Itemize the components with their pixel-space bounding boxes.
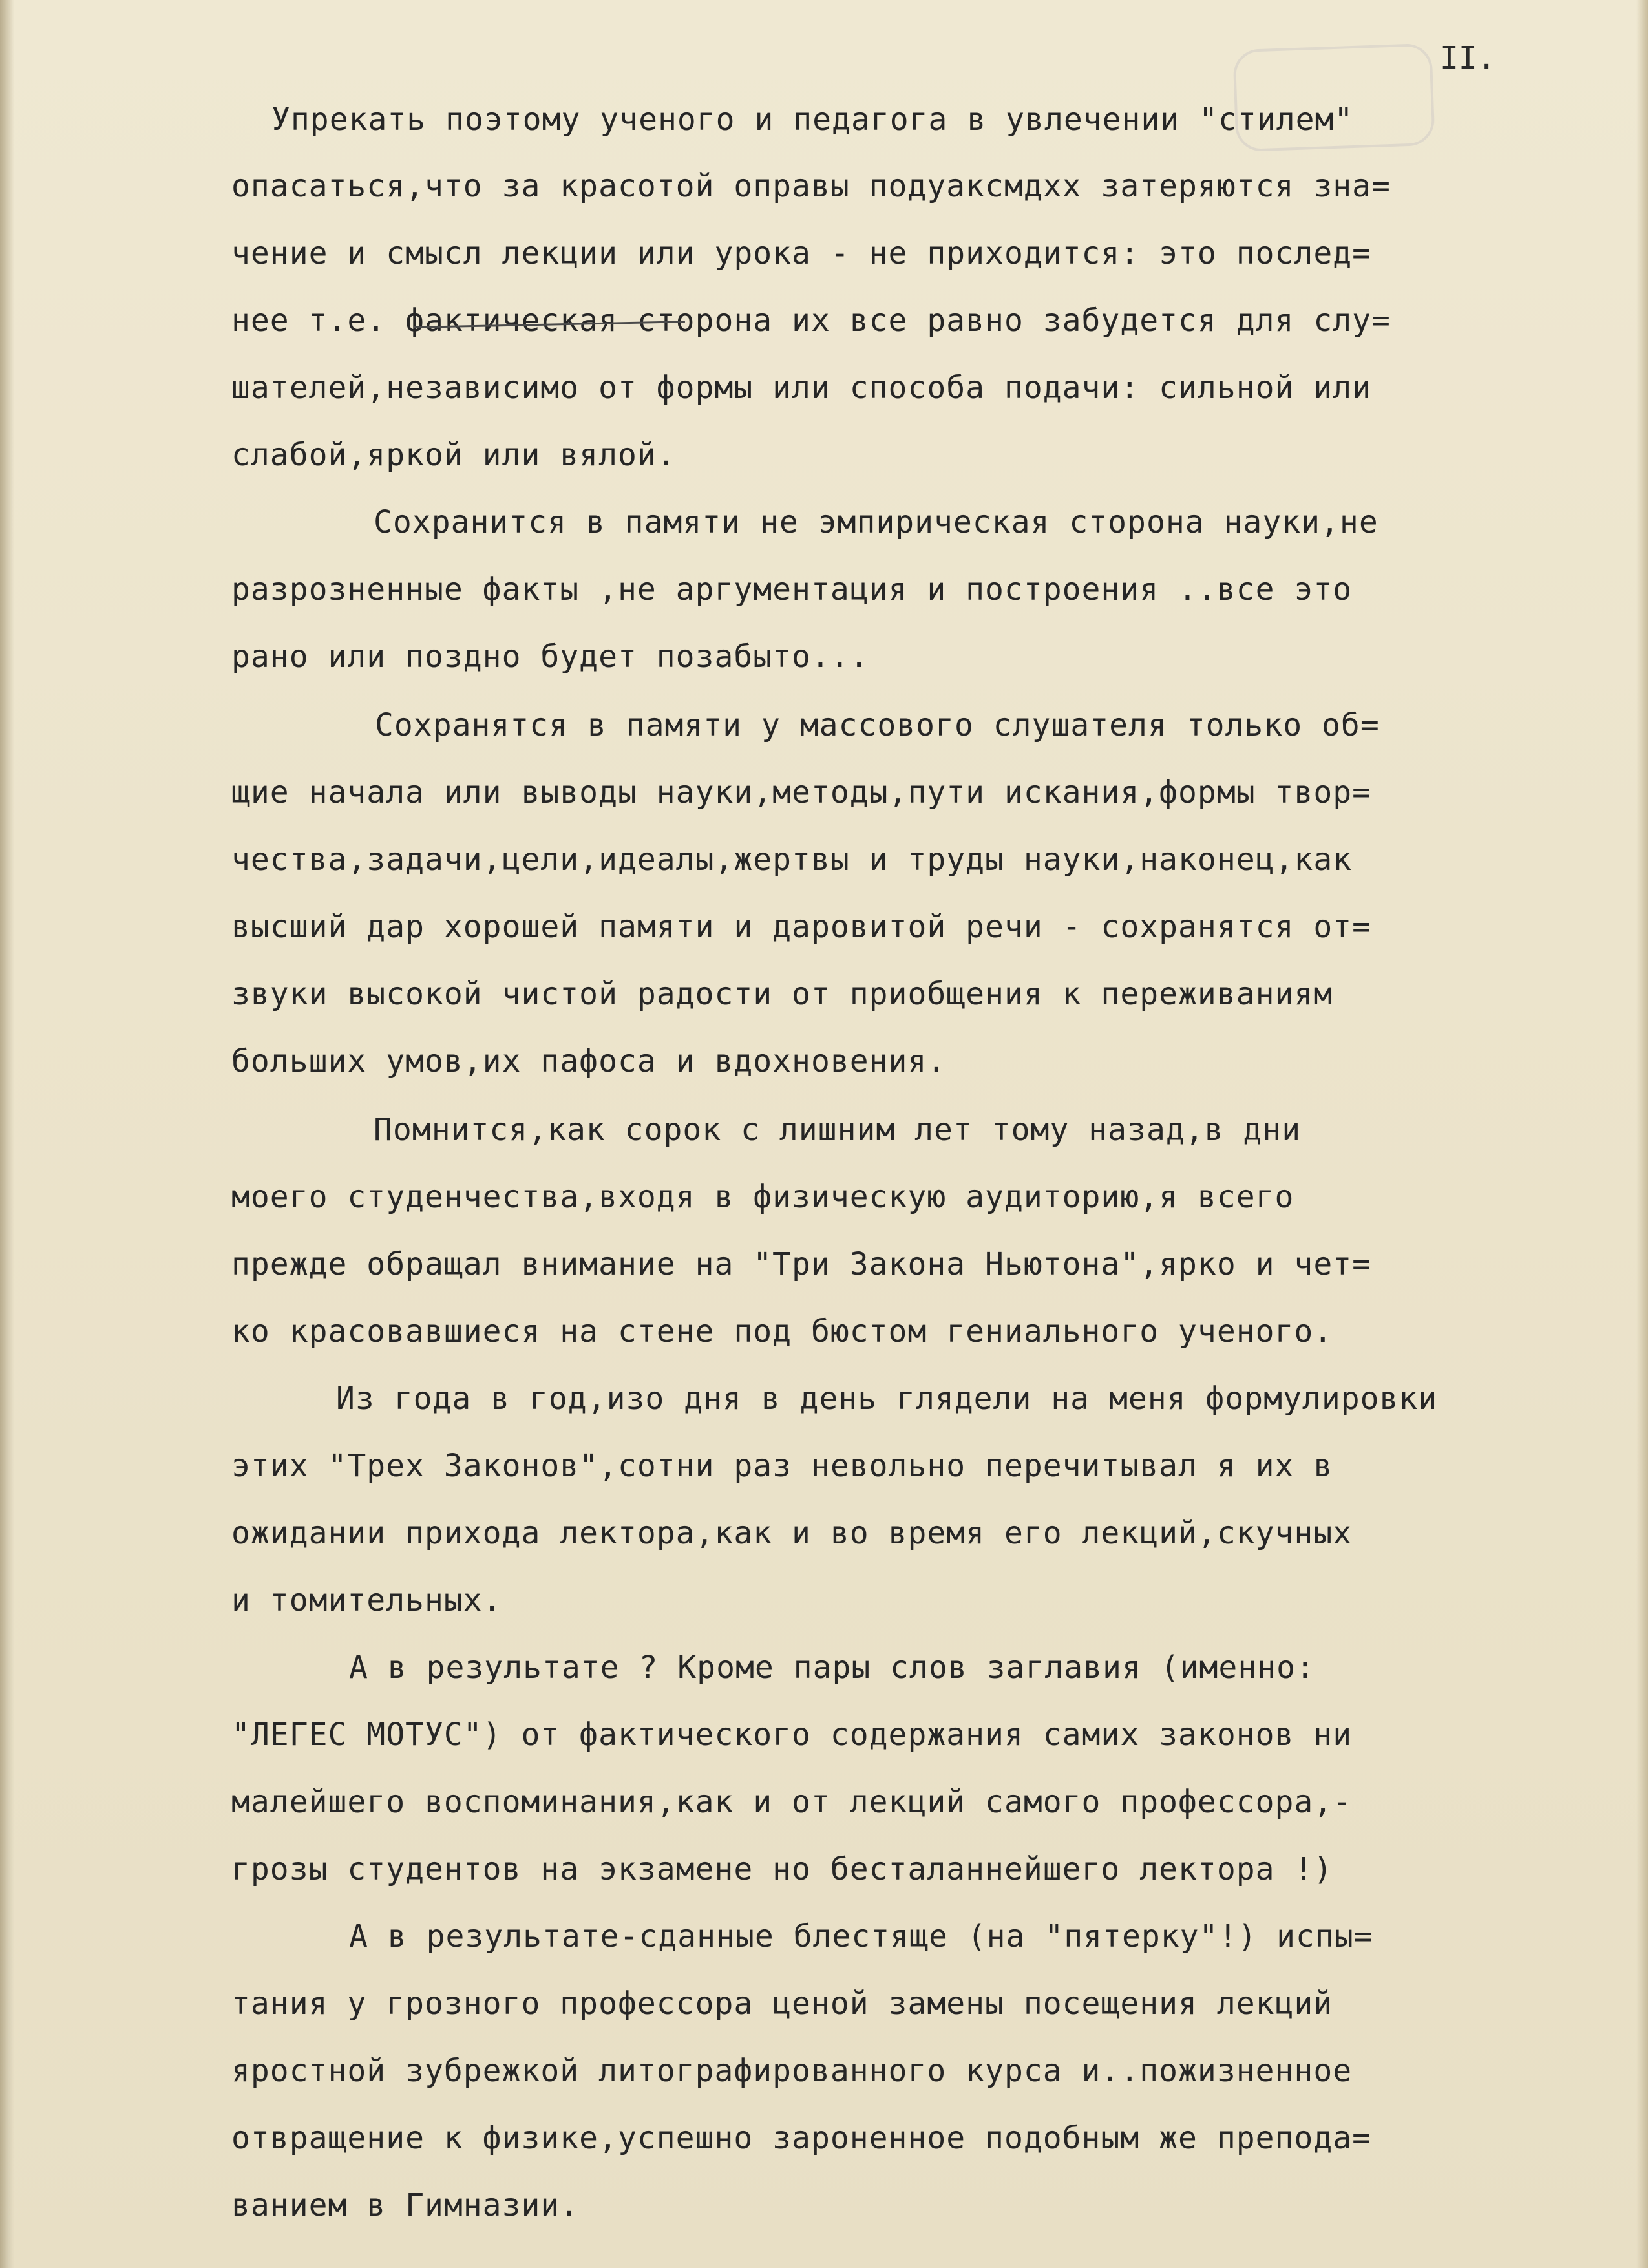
text-line: тания у грозного профессора ценой замены посещения лекций [231, 1986, 1333, 2022]
text-line: слабой,яркой или вялой. [231, 437, 676, 473]
text-line: моего студенчества,входя в физическую аудиторию,я всего [231, 1179, 1294, 1215]
text-line: Помнится,как сорок с лишним лет тому назад,в дни [374, 1112, 1302, 1148]
text-line: больших умов,их пафоса и вдохновения. [231, 1043, 947, 1079]
text-line: звуки высокой чистой радости от приобщения к переживаниям [231, 976, 1333, 1012]
text-line: ожидании прихода лектора,как и во время его лекций,скучных [231, 1515, 1353, 1551]
text-line: "ЛЕГЕС МОТУС") от фактического содержания самих законов ни [231, 1717, 1353, 1753]
text-line: рано или поздно будет позабыто... [231, 639, 869, 675]
text-line: Сохранятся в памяти у массового слушателя только об= [375, 707, 1380, 743]
text-line: опасаться,что за красотой оправы подуаксмдхх затеряются зна= [231, 168, 1391, 204]
page-number: II. [1440, 40, 1496, 76]
text-line: прежде обращал внимание на "Три Закона Ньютона",ярко и чет= [231, 1246, 1372, 1282]
text-line: яростной зубрежкой литографированного курса и..пожизненное [231, 2053, 1353, 2089]
text-line: ко красовавшиеся на стене под бюстом гениального ученого. [231, 1313, 1333, 1350]
text-line: Сохранится в памяти не эмпирическая сторона науки,не [374, 504, 1379, 540]
text-line: Из года в год,изо дня в день глядели на меня формулировки [336, 1381, 1438, 1417]
text-line: высший дар хорошей памяти и даровитой речи - сохранятся от= [231, 909, 1372, 945]
text-line: этих "Трех Законов",сотни раз невольно перечитывал я их в [231, 1448, 1333, 1484]
text-line: отвращение к физике,успешно зароненное подобным же препода= [231, 2120, 1372, 2156]
text-line: ванием в Гимназии. [231, 2187, 580, 2223]
text-line: шателей,независимо от формы или способа подачи: сильной или [231, 370, 1372, 406]
text-line: разрозненные факты ,не аргументация и построения ..все это [231, 571, 1353, 608]
text-line: А в результате ? Кроме пары слов заглавия (именно: [349, 1649, 1315, 1686]
text-line: и томительных. [231, 1582, 502, 1618]
text-line: малейшего воспоминания,как и от лекций самого профессора,- [231, 1784, 1353, 1820]
text-line: щие начала или выводы науки,методы,пути искания,формы твор= [231, 774, 1372, 811]
text-line: Упрекать поэтому ученого и педагога в увлечении "стилем" [271, 101, 1354, 138]
text-line: А в результате-сданные блестяще (на "пятерку"!) испы= [349, 1918, 1373, 1955]
text-line: нее т.е. фактическая сторона их все равно забудется для слу= [231, 302, 1391, 339]
text-line: чества,задачи,цели,идеалы,жертвы и труды науки,наконец,как [231, 842, 1353, 878]
text-line: грозы студентов на экзамене но бесталаннейшего лектора !) [231, 1851, 1333, 1887]
text-line: чение и смысл лекции или урока - не приходится: это послед= [231, 235, 1372, 271]
